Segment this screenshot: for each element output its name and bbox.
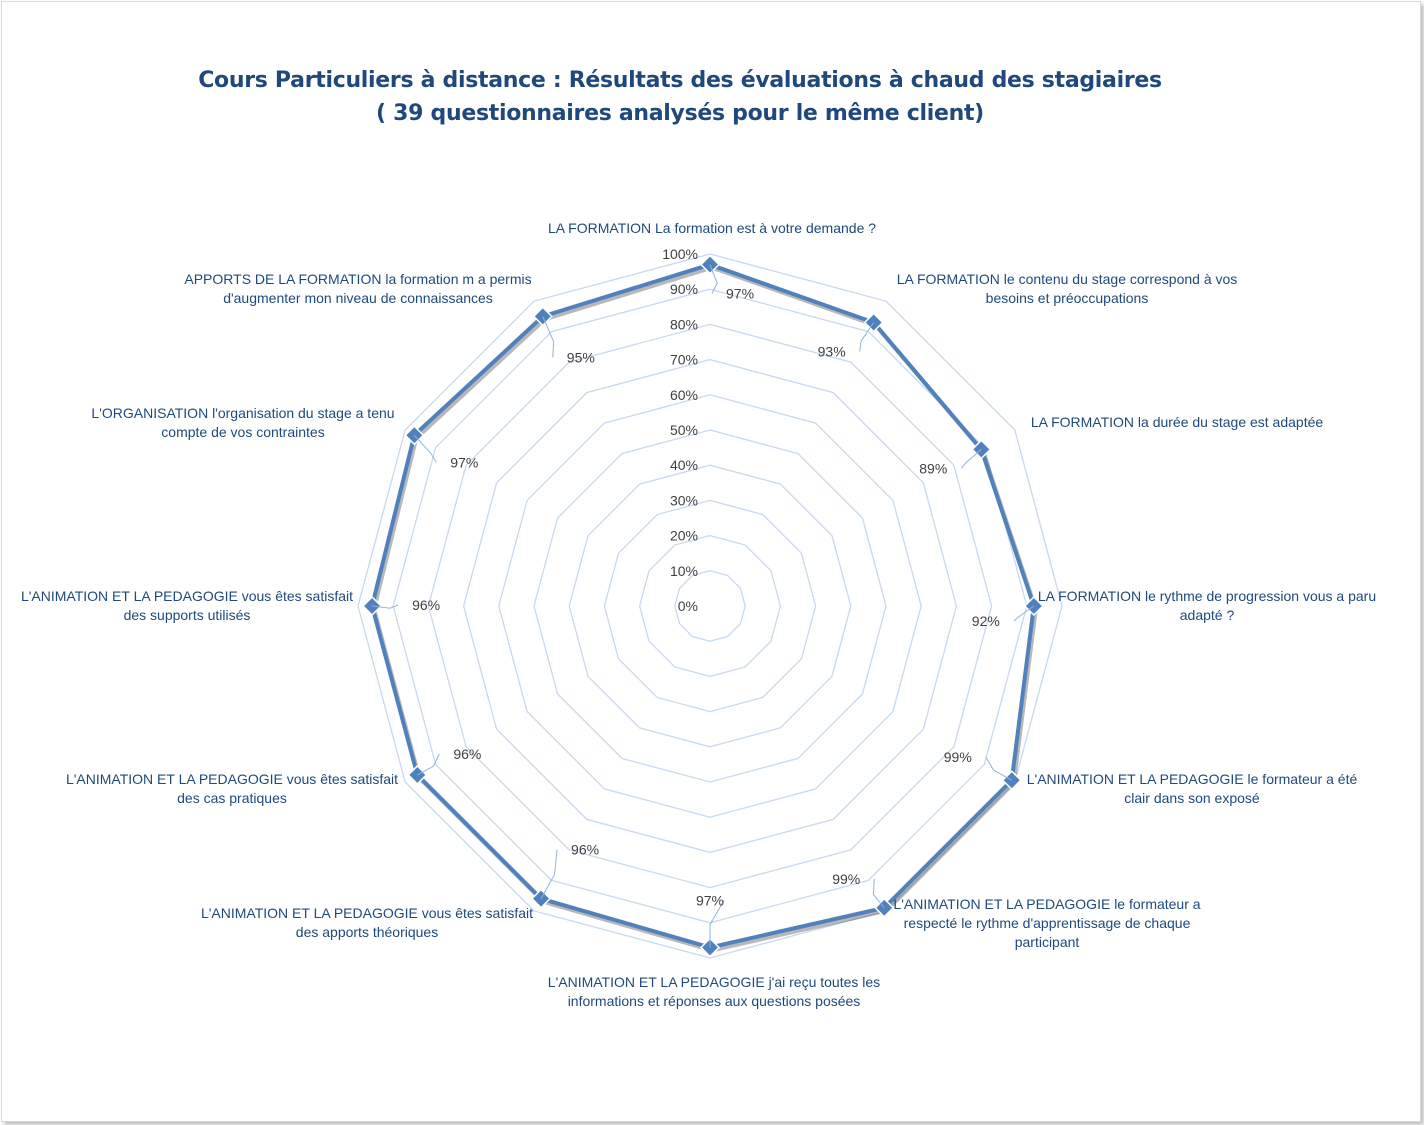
category-label [184, 271, 531, 306]
grid-ring [499, 395, 921, 817]
tick-label: 80% [669, 316, 698, 333]
tick-label: 40% [669, 457, 698, 474]
category-label [91, 405, 394, 440]
data-label: 97% [695, 892, 725, 909]
data-label: 97% [450, 454, 479, 471]
category-label-line: informations et réponses aux questions posées [567, 993, 861, 1009]
chart-title-line-1: Cours Particuliers à distance : Résultats des évaluations à chaud des stagiaires [198, 68, 1162, 93]
tick-label: 10% [669, 562, 698, 579]
category-label-line: d'augmenter mon niveau de connaissances [223, 290, 493, 306]
grid-ring [604, 500, 815, 711]
category-label-line: L'ORGANISATION l'organisation du stage a tenu [91, 405, 395, 421]
chart-title-line-2: ( 39 questionnaires analysés pour le même client) [376, 101, 984, 126]
grid-ring [428, 324, 991, 887]
category-label-line: LA FORMATION le rythme de progression vous a paru [1037, 588, 1377, 604]
tick-label: 60% [669, 386, 698, 403]
category-label-line: participant [1014, 934, 1080, 950]
category-label-line: L'ANIMATION ET LA PEDAGOGIE vous êtes satisfait [65, 771, 399, 787]
category-label [1027, 771, 1358, 806]
category-label-line: clair dans son exposé [1124, 790, 1260, 806]
category-label-line: adapté ? [1179, 607, 1235, 623]
category-label-line: L'ANIMATION ET LA PEDAGOGIE le formateur a été [1026, 771, 1358, 787]
tick-label: 50% [669, 422, 698, 438]
data-label: 99% [943, 749, 972, 766]
tick-label: 90% [669, 281, 698, 298]
category-label-line: APPORTS DE LA FORMATION la formation m a permis [184, 271, 532, 287]
data-label: 96% [453, 745, 482, 762]
tick-label: 30% [669, 492, 698, 509]
category-label-line: L'ANIMATION ET LA PEDAGOGIE le formateur a [893, 896, 1201, 912]
chart-frame [1, 1, 1421, 1122]
grid-ring [393, 289, 1027, 923]
radar-chart [2, 2, 1422, 1123]
category-label-line: respecté le rythme d'apprentissage de chaque [903, 915, 1191, 931]
data-label-leader [961, 449, 981, 468]
grid-ring [534, 430, 886, 782]
category-label-line: L'ANIMATION ET LA PEDAGOGIE j'ai reçu toutes les [547, 974, 881, 990]
category-label [893, 896, 1200, 950]
category-label [548, 220, 876, 236]
radar-grid [358, 254, 1062, 958]
category-label [1038, 588, 1376, 623]
category-label [66, 771, 398, 806]
category-label-line: L'ANIMATION ET LA PEDAGOGIE vous êtes satisfait [20, 588, 354, 604]
data-label: 99% [832, 870, 861, 887]
category-label-line: des cas pratiques [177, 790, 287, 806]
grid-ring [640, 536, 781, 677]
grid-ring [464, 360, 957, 853]
data-label: 96% [571, 841, 600, 858]
category-label-line: besoins et préoccupations [985, 290, 1149, 306]
data-label: 97% [726, 285, 755, 302]
grid-ring [569, 465, 851, 747]
data-label: 96% [412, 597, 441, 613]
category-label [897, 271, 1238, 306]
category-label-line: des supports utilisés [123, 607, 251, 623]
series-line-shadow [374, 268, 1036, 951]
data-label: 95% [566, 349, 595, 366]
data-label: 93% [817, 343, 846, 360]
category-label-line: LA FORMATION la durée du stage est adaptée [1030, 414, 1324, 430]
category-label [201, 905, 533, 940]
tick-label: 20% [669, 527, 698, 544]
category-label-line: compte de vos contraintes [161, 424, 325, 440]
data-label: 92% [971, 613, 1000, 629]
tick-label: 100% [662, 246, 698, 262]
category-label [548, 974, 880, 1009]
category-label-line: LA FORMATION La formation est à votre demande ? [547, 220, 877, 236]
tick-label: 0% [677, 598, 698, 614]
tick-label: 70% [669, 351, 698, 368]
category-label-line: LA FORMATION le contenu du stage correspond à vos [896, 271, 1238, 287]
category-label [21, 588, 353, 623]
series-line [372, 265, 1034, 948]
category-label-line: L'ANIMATION ET LA PEDAGOGIE vous êtes satisfait [200, 905, 534, 921]
data-label: 89% [919, 460, 948, 477]
category-label-line: des apports théoriques [295, 924, 439, 940]
category-label [1031, 414, 1324, 430]
